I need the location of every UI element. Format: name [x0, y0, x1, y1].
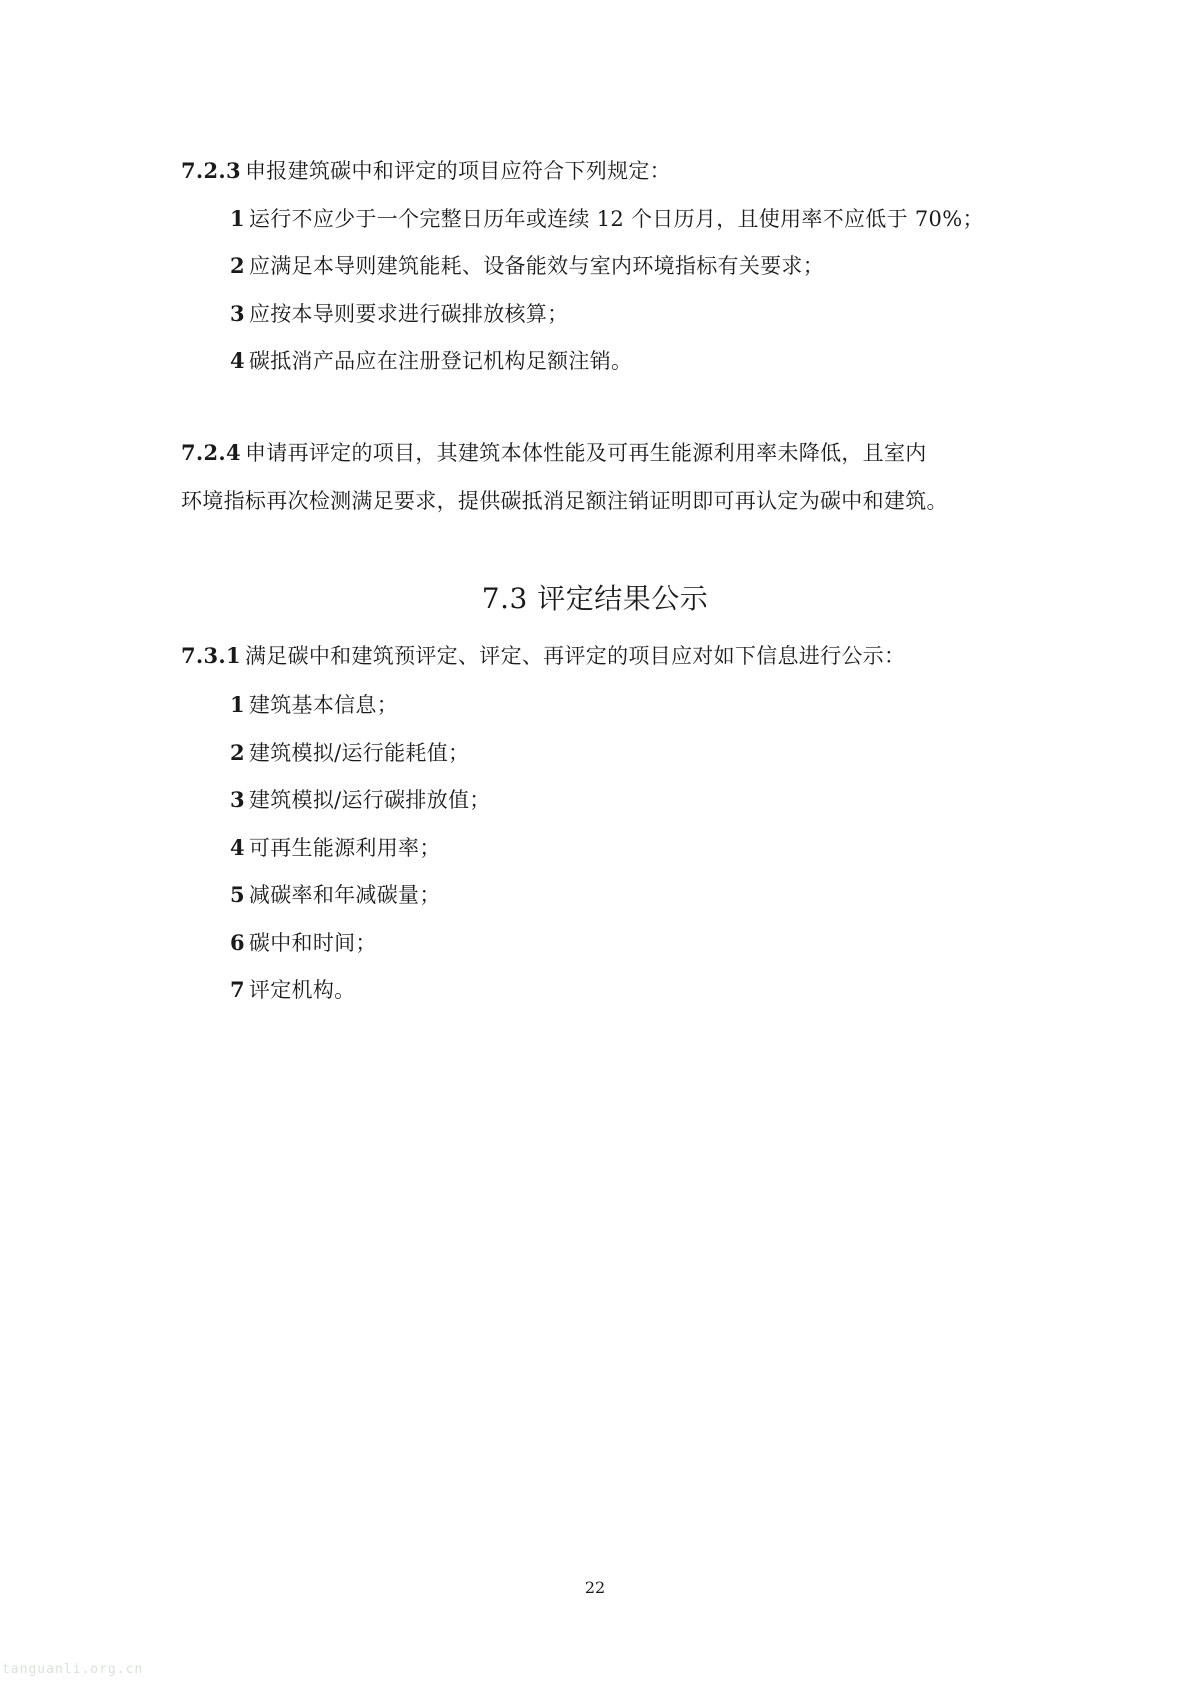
clause-text: 申报建筑碳中和评定的项目应符合下列规定：: [244, 159, 671, 183]
item-number: 2: [230, 253, 245, 278]
item-number: 1: [230, 692, 245, 717]
item-number: 1: [230, 206, 245, 231]
clause-text-line2: 环境指标再次检测满足要求，提供碳抵消足额注销证明即可再认定为碳中和建筑。: [181, 489, 948, 513]
item-text: 可再生能源利用率；: [248, 836, 441, 860]
list-item: [230, 787, 491, 813]
item-text: 碳中和时间；: [248, 931, 377, 955]
item-number: 7: [230, 977, 245, 1002]
item-text: 减碳率和年减碳量；: [248, 883, 441, 907]
list-item: [230, 301, 568, 327]
item-number: 3: [230, 301, 245, 326]
item-number: 4: [230, 835, 245, 860]
page-number: 22: [584, 1578, 606, 1597]
item-text: 应按本导则要求进行碳排放核算；: [248, 302, 569, 326]
clause-number: 7.3.1: [181, 643, 241, 668]
item-number: 3: [230, 787, 245, 812]
item-text: 评定机构。: [248, 978, 356, 1002]
list-item: [230, 253, 824, 279]
clause-text: 满足碳中和建筑预评定、评定、再评定的项目应对如下信息进行公示：: [244, 644, 906, 668]
clause-text-line1: 申请再评定的项目，其建筑本体性能及可再生能源利用率未降低，且室内: [244, 441, 927, 465]
item-text: 运行不应少于一个完整日历年或连续 12 个日历月，且使用率不应低于 70%；: [248, 207, 984, 231]
item-text: 应满足本导则建筑能耗、设备能效与室内环境指标有关要求；: [248, 254, 825, 278]
item-text: 建筑模拟/运行碳排放值；: [248, 788, 491, 812]
clause-number: 7.2.3: [181, 158, 241, 183]
item-number: 2: [230, 740, 245, 765]
clause-7-3-1: [181, 643, 905, 669]
list-item: [230, 692, 398, 718]
list-item: [230, 835, 441, 861]
list-item: [230, 882, 441, 908]
list-item: [230, 206, 984, 232]
list-item: [230, 930, 377, 956]
clause-7-2-4: [181, 440, 927, 466]
section-heading: 7.3 评定结果公示: [481, 582, 709, 615]
clause-7-2-3: [181, 158, 671, 184]
list-item: [230, 740, 469, 766]
clause-number: 7.2.4: [181, 440, 241, 465]
item-text: 建筑基本信息；: [248, 693, 399, 717]
item-number: 5: [230, 882, 245, 907]
list-item: [230, 348, 632, 374]
item-number: 4: [230, 348, 245, 373]
item-number: 6: [230, 930, 245, 955]
watermark: tanguanli.org.cn: [2, 1662, 144, 1677]
item-text: 碳抵消产品应在注册登记机构足额注销。: [248, 349, 633, 373]
list-item: [230, 977, 355, 1003]
item-text: 建筑模拟/运行能耗值；: [248, 741, 470, 765]
clause-7-2-4-continuation: [181, 488, 948, 514]
